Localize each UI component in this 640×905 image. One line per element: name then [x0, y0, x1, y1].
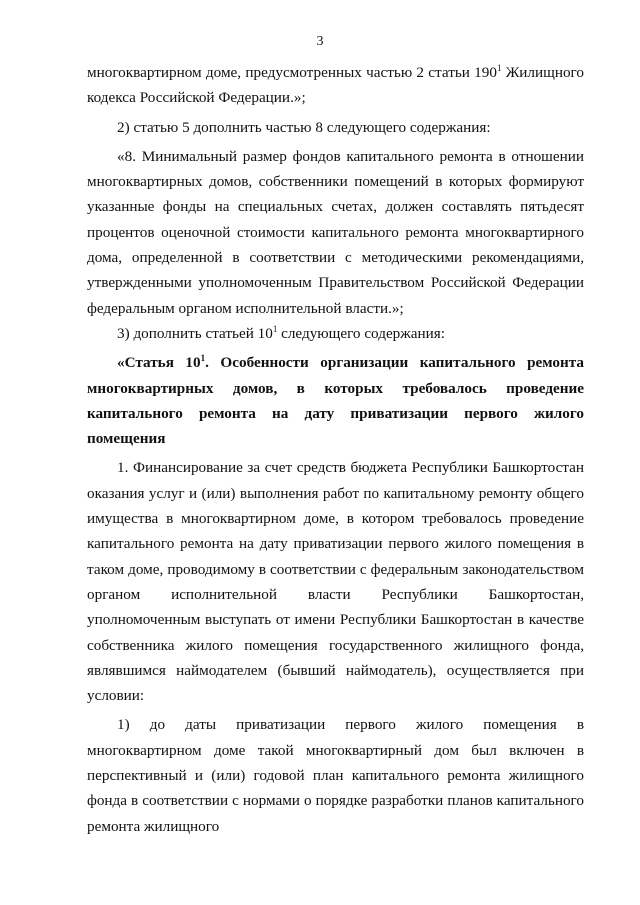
article-heading	[87, 350, 584, 451]
superscript: 1	[200, 353, 206, 364]
superscript: 1	[272, 323, 278, 334]
article-heading-text-b: . Особенности организации капитального ремонта многоквартирных домов, в которых требовалось проведение капитального ремонта на дату приватизации первого жилого помещения	[87, 354, 584, 448]
document-body	[87, 60, 584, 839]
paragraph-6: 1. Финансирование за счет средств бюджета Республики Башкортостан оказания услуг и (или) выполнения работ по капитальному ремонту общего имущества в многоквартирном доме, в котором требовалось проведение капитального ремонта на дату приватизации первого жилого помещения в таком доме, проводимому в соответствии с федеральным законодательством органом исполнительной власти Республики Башкортостан, уполномоченным выступать от имени Республики Башкортостан в качестве собственника жилого помещения государственного жилищного фонда, являвшимся наймодателем (бывший наймодатель), осуществляется при условии:	[87, 459, 584, 705]
paragraph-7: 1) до даты приватизации первого жилого помещения в многоквартирном доме такой многоквартирный дом был включен в перспективный и (или) годовой план капитального ремонта жилищного фонда в соответствии с нормами о порядке разработки планов капитального ремонта жилищного	[87, 716, 584, 835]
paragraph-2: 2) статью 5 дополнить частью 8 следующего содержания:	[117, 118, 491, 136]
paragraph-3: «8. Минимальный размер фондов капитального ремонта в отношении многоквартирных домов, собственники помещений в которых формируют указанные фонды на специальных счетах, должен составлять пятьдесят процентов оценочной стоимости капитального ремонта многоквартирного дома, определенной в соответствии с методическими рекомендациями, утвержденными уполномоченным Правительством Российской Федерации федеральным органом исполнительной власти.»;	[87, 147, 584, 317]
paragraph-1-text-a: многоквартирном доме, предусмотренных частью 2 статьи 190	[87, 64, 497, 81]
paragraph-4	[87, 321, 584, 346]
page-number: 3	[316, 34, 324, 49]
superscript: 1	[496, 62, 502, 73]
paragraph-4-text-b: следующего содержания:	[277, 324, 445, 342]
paragraph-4-text-a: 3) дополнить статьей 10	[117, 324, 273, 342]
paragraph-1	[87, 60, 584, 111]
paragraph-1-text-b: Жилищного кодекса Российской Федерации.»;	[87, 64, 584, 107]
article-heading-text-a: «Статья 10	[117, 354, 201, 372]
